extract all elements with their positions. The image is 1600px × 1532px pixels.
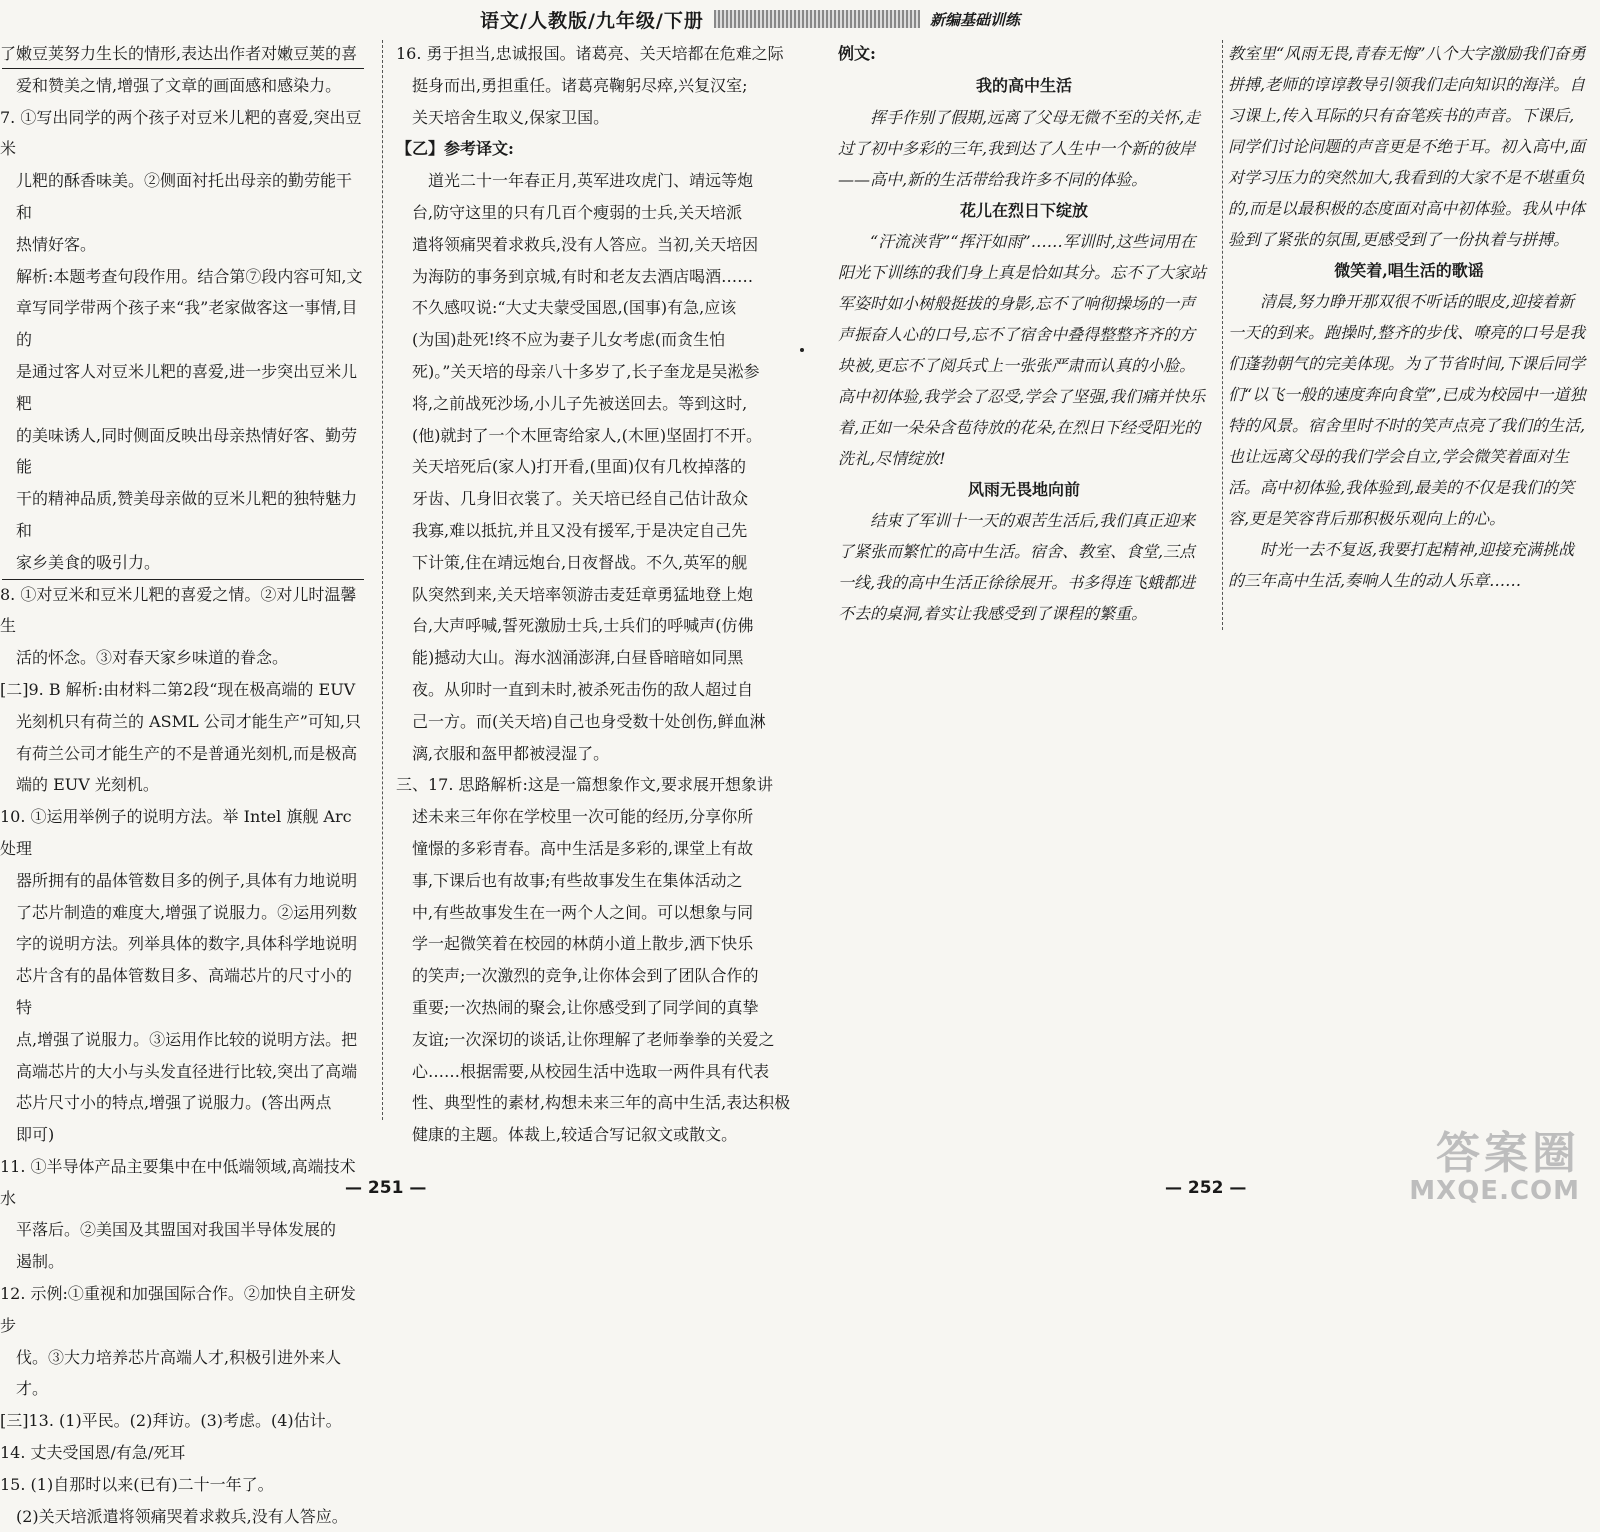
text-line: 心……根据需要,从校园生活中选取一两件具有代表 — [412, 1061, 770, 1081]
text-line: 干的精神品质,赞美母亲做的豆米儿粑的独特魅力和 — [16, 489, 358, 540]
text-line: 不久感叹说:“大丈夫蒙受国恩,(国事)有急,应该 — [412, 298, 737, 318]
text-line: 中,有些故事发生在一两个人之间。可以想象与同 — [412, 902, 754, 922]
essay-paragraph: “汗流浃背”“挥汗如雨”……军训时,这些词用在阳光下训练的我们身上真是恰如其分。忘不了大家站军姿时如小树般挺拔的身影,忘不了响彻操场的一声声振奋人心的口号,忘不了宿舍中叠得整整齐齐的方块被,更忘不了阅兵式上一张张严肃而认真的小脸。高中初体验,我学会了忍受,学会了坚强,我们痛并快乐着,正如一朵朵含苞待放的花朵,在烈日下经受阳光的洗礼,尽情绽放! — [838, 231, 1207, 468]
divider-rule — [2, 579, 364, 580]
text-line: 台,大声呼喊,誓死激励士兵,士兵们的呼喊声(仿佛 — [412, 616, 754, 636]
text-line: (为国)赴死!终不应为妻子儿女考虑(而贪生怕 — [412, 330, 726, 350]
text-line: 重要;一次热闹的聚会,让你感受到了同学间的真挚 — [412, 997, 759, 1017]
text-line: 器所拥有的晶体管数目多的例子,具体有力地说明 — [16, 870, 358, 890]
text-line: 热情好客。 — [16, 234, 97, 254]
text-line: 8. ①对豆米和豆米儿粑的喜爱之情。②对儿时温馨生 — [0, 584, 357, 636]
text-line: 即可) — [16, 1125, 55, 1145]
essay-paragraph: 教室里“风雨无畏,青春无悔”八个大字激励我们奋勇拼搏,老师的谆谆教导引领我们走向知识的海洋。自习课上,传入耳际的只有奋笔疾书的声音。下课后,同学们讨论问题的声音更是不绝于耳。初入高中,面对学习压力的突然加大,我看到的大家不是不堪重负的,而是以最积极的态度面对高中初体验。我从中体验到了紧张的氛围,更感受到了一份执着与拼搏。 — [1228, 44, 1586, 249]
sample-essay-column-2 — [1228, 38, 1590, 596]
text-line: 事,下课后也有故事;有些故事发生在集体活动之 — [412, 870, 743, 890]
answers-column-2 — [396, 38, 791, 1151]
text-line: 为海防的事务到京城,有时和老友去酒店喝酒…… — [412, 266, 754, 286]
text-line: 儿粑的酥香味美。②侧面衬托出母亲的勤劳能干和 — [16, 171, 353, 222]
text-line: 15. (1)自那时以来(已有)二十一年了。 — [0, 1474, 274, 1494]
divider-rule — [2, 68, 364, 69]
text-line: 道光二十一年春正月,英军进攻虎门、靖远等炮 — [428, 171, 754, 191]
column-divider-1 — [382, 40, 383, 1120]
essay-paragraph: 结束了军训十一天的艰苦生活后,我们真正迎来了紧张而繁忙的高中生活。宿舍、教室、食堂,三点一线,我的高中生活正徐徐展开。书多得连飞蛾都进不去的桌洞,着实让我感受到了课程的繁重。 — [838, 510, 1196, 623]
essay-paragraph: 清晨,努力睁开那双很不听话的眼皮,迎接着新一天的到来。跑操时,整齐的步伐、嘹亮的口号是我们蓬勃朝气的完美体现。为了节省时间,下课后同学们“以飞一般的速度奔向食堂”,已成为校园中一道独特的风景。宿舍里时不时的笑声点亮了我们的生活,也让远离父母的我们学会自立,学会微笑着面对生活。高中初体验,我体验到,最美的不仅是我们的笑容,更是笑容背后那积极乐观向上的心。 — [1228, 292, 1586, 528]
text-line: 家乡美食的吸引力。 — [16, 552, 161, 572]
text-line: (他)就封了一个木匣寄给家人,(木匣)坚固打不开。 — [412, 425, 763, 445]
text-line: 12. 示例:①重视和加强国际合作。②加快自主研发步 — [0, 1284, 356, 1335]
print-dot — [800, 348, 804, 352]
text-line: 台,防守这里的只有几百个瘦弱的士兵,关天培派 — [412, 202, 743, 222]
page-header — [380, 0, 1020, 38]
text-line: 字的说明方法。列举具体的数字,具体科学地说明 — [16, 934, 358, 954]
text-line: 点,增强了说服力。③运用作比较的说明方法。把 — [16, 1029, 358, 1049]
text-line: 章写同学带两个孩子来“我”老家做客这一事情,目的 — [16, 298, 358, 350]
text-line: 是通过客人对豆米儿粑的喜爱,进一步突出豆米儿粑 — [16, 361, 358, 413]
text-line: 解析:本题考查句段作用。结合第⑦段内容可知,文 — [16, 266, 363, 286]
essay-subheading: 花儿在烈日下绽放 — [959, 200, 1088, 220]
page-number-left: — 251 — — [345, 1178, 427, 1198]
text-line: 下计策,住在靖远炮台,日夜督战。不久,英军的舰 — [412, 552, 748, 572]
text-line: 高端芯片的大小与头发直径进行比较,突出了高端 — [16, 1061, 358, 1081]
text-line: 端的 EUV 光刻机。 — [16, 775, 159, 795]
text-line: [三]13. (1)平民。(2)拜访。(3)考虑。(4)估计。 — [0, 1411, 342, 1431]
text-line: 16. 勇于担当,忠诚报国。诸葛亮、关天培都在危难之际 — [396, 44, 784, 63]
text-line: 牙齿、几身旧衣裳了。关天培已经自己估计敌众 — [412, 489, 749, 509]
text-line: 夜。从卯时一直到未时,被杀死击伤的敌人超过自 — [412, 679, 754, 699]
watermark — [1409, 1128, 1580, 1206]
text-line: 挺身而出,勇担重任。诸葛亮鞠躬尽瘁,兴复汉室; — [412, 75, 748, 95]
text-line: 健康的主题。体裁上,较适合写记叙文或散文。 — [412, 1125, 738, 1145]
watermark-url: MXQE.COM — [1409, 1176, 1580, 1206]
text-line: 关天培舍生取义,保家卫国。 — [412, 107, 610, 127]
text-line: 有荷兰公司才能生产的不是普通光刻机,而是极高 — [16, 743, 358, 763]
text-line: (2)关天培派遣将领痛哭着求救兵,没有人答应。 — [16, 1506, 348, 1526]
text-line: 14. 丈夫受国恩/有急/死耳 — [0, 1443, 186, 1463]
text-line: 的美味诱人,同时侧面反映出母亲热情好客、勤劳能 — [16, 425, 358, 477]
text-line: 遏制。 — [16, 1252, 65, 1272]
watermark-logo: 答案圈 — [1436, 1128, 1580, 1179]
text-line: 关天培死后(家人)打开看,(里面)仅有几枚掉落的 — [412, 457, 747, 477]
text-line: 光刻机只有荷兰的 ASML 公司才能生产”可知,只 — [16, 711, 361, 731]
text-line: 三、17. 思路解析:这是一篇想象作文,要求展开想象讲 — [396, 775, 774, 795]
text-line: 遣将领痛哭着求救兵,没有人答应。当初,关天培因 — [412, 234, 759, 254]
text-line: 平落后。②美国及其盟国对我国半导体发展的 — [16, 1220, 337, 1240]
text-line: [二]9. B 解析:由材料二第2段“现在极高端的 EUV — [0, 679, 356, 699]
header-series-name: 新编基础训练 — [929, 10, 1020, 29]
column-divider-3 — [1222, 40, 1223, 630]
text-line: 将,之前战死沙场,小儿子先被送回去。等到这时, — [412, 393, 748, 413]
text-line: 活的怀念。③对春天家乡味道的眷念。 — [16, 648, 289, 668]
text-line: 伐。③大力培养芯片高端人才,积极引进外来人才。 — [16, 1347, 342, 1399]
header-title: 语文/人教版/九年级/下册 — [480, 9, 704, 32]
text-line: 己一方。而(关天培)自己也身受数十处创伤,鲜血淋 — [412, 711, 766, 731]
text-line: 憧憬的多彩青春。高中生活是多彩的,课堂上有故 — [412, 838, 754, 858]
text-line: 我寡,难以抵抗,并且又没有援军,于是决定自己先 — [412, 520, 748, 540]
text-line: 10. ①运用举例子的说明方法。举 Intel 旗舰 Arc 处理 — [0, 807, 352, 858]
sample-essay-label: 例文: — [838, 44, 876, 63]
text-line: 队突然到来,关天培率领游击麦廷章勇猛地登上炮 — [412, 584, 754, 604]
essay-paragraph: 时光一去不复返,我要打起精神,迎接充满挑战的三年高中生活,奏响人生的动人乐章…… — [1228, 540, 1575, 590]
text-line: 了嫩豆荚努力生长的情形,表达出作者对嫩豆荚的喜 — [0, 44, 358, 63]
text-line: 的笑声;一次激烈的竞争,让你体会到了团队合作的 — [412, 966, 759, 986]
text-line: 芯片尺寸小的特点,增强了说服力。(答出两点 — [16, 1093, 332, 1113]
text-line: 爱和赞美之情,增强了文章的画面感和感染力。 — [16, 75, 342, 95]
essay-paragraph: 挥手作别了假期,远离了父母无微不至的关怀,走过了初中多彩的三年,我到达了人生中一个新的彼岸——高中,新的生活带给我许多不同的体验。 — [838, 107, 1201, 189]
essay-subheading: 微笑着,唱生活的歌谣 — [1334, 261, 1484, 280]
essay-title: 我的高中生活 — [975, 75, 1072, 95]
text-line: 友谊;一次深切的谈话,让你理解了老师拳拳的关爱之 — [412, 1029, 775, 1049]
text-line: 死)。”关天培的母亲八十多岁了,长子奎龙是吴淞参 — [412, 361, 760, 381]
sample-essay-column-1 — [838, 38, 1210, 629]
text-line: 芯片含有的晶体管数目多、高端芯片的尺寸小的特 — [16, 966, 353, 1017]
text-line: 7. ①写出同学的两个孩子对豆米儿粑的喜爱,突出豆米 — [0, 107, 362, 159]
text-line: 了芯片制造的难度大,增强了说服力。②运用列数 — [16, 902, 358, 922]
text-line: 漓,衣服和盔甲都被浸湿了。 — [412, 743, 610, 763]
header-decorative-bar — [714, 10, 920, 28]
page-number-right: — 252 — — [1165, 1178, 1247, 1198]
text-line: 能)撼动大山。海水汹涌澎湃,白昼昏暗暗如同黑 — [412, 648, 744, 668]
text-line: 11. ①半导体产品主要集中在中低端领域,高端技术水 — [0, 1156, 356, 1208]
answers-column-1 — [0, 38, 364, 1532]
text-line: 学一起微笑着在校园的林荫小道上散步,洒下快乐 — [412, 934, 754, 954]
text-line: 性、典型性的素材,构想未来三年的高中生活,表达积极 — [412, 1093, 791, 1113]
essay-subheading: 风雨无畏地向前 — [967, 479, 1080, 499]
text-line: 述未来三年你在学校里一次可能的经历,分享你所 — [412, 807, 754, 827]
translation-heading: 【乙】参考译文: — [396, 139, 514, 159]
